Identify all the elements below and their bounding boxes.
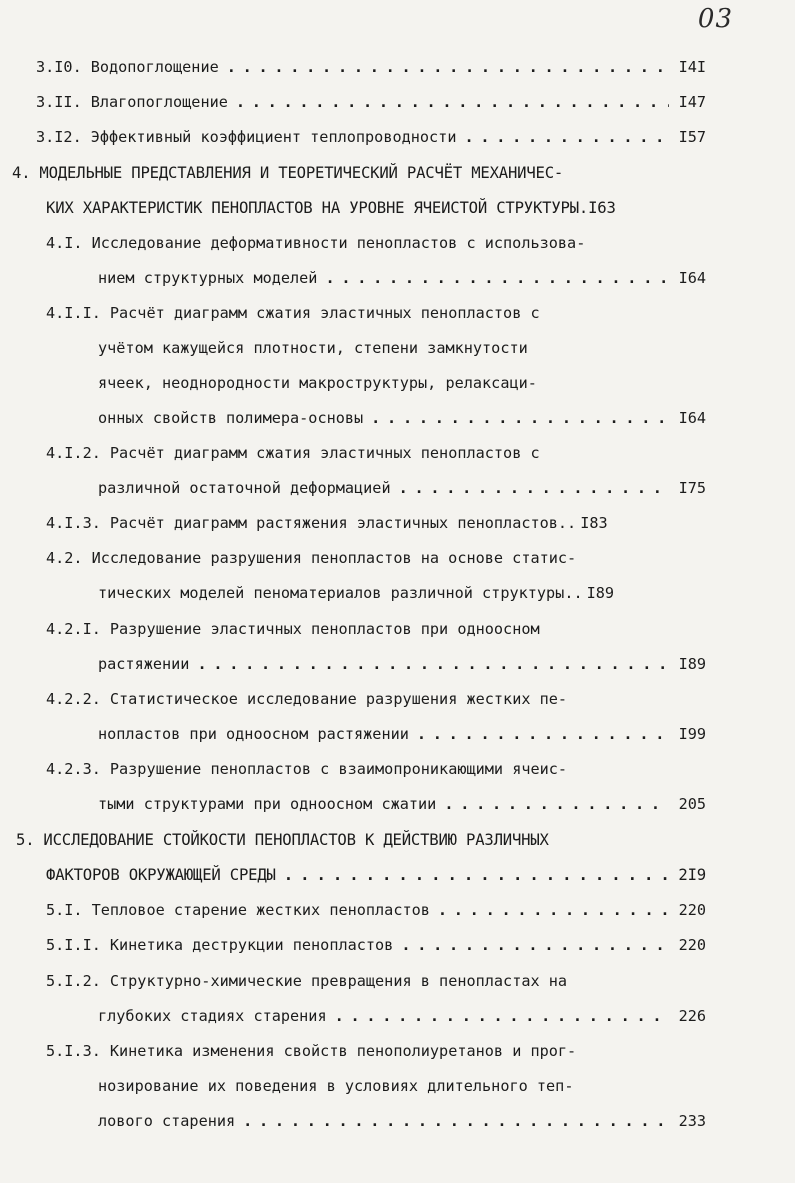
entry-page: 226 <box>678 1007 706 1025</box>
entry-title-line: тических моделей пеноматериалов различной структуры.. <box>98 584 583 602</box>
dot-leader <box>284 858 669 892</box>
entry-title-line: лового старения <box>98 1112 236 1130</box>
entry-title-line: Структурно-химические превращения в пенопластах на <box>109 972 568 990</box>
toc-entry-5-1-3-line2 <box>98 1069 706 1103</box>
entry-title: Эффективный коэффициент теплопроводности <box>90 128 457 146</box>
entry-page: I83 <box>580 514 608 532</box>
entry-number: 3.I0. <box>36 58 82 76</box>
entry-title: Влагопоглощение <box>90 93 228 111</box>
dot-leader <box>325 261 668 295</box>
toc-entry-4-2-2-line2 <box>98 717 706 751</box>
entry-title: Водопоглощение <box>90 58 219 76</box>
toc-entry-4-2-1-line2 <box>98 647 706 681</box>
toc-entry-4-2-line2 <box>98 576 706 610</box>
toc-chapter-5-line2 <box>46 858 706 892</box>
entry-number: 5.I.3. <box>46 1042 101 1060</box>
entry-number: 4.2.I. <box>46 620 101 638</box>
entry-title-line: Исследование деформативности пенопластов с использова- <box>91 234 586 252</box>
entry-page: 205 <box>678 795 706 813</box>
dot-leader <box>236 85 669 119</box>
entry-title-line: МОДЕЛЬНЫЕ ПРЕДСТАВЛЕНИЯ И ТЕОРЕТИЧЕСКИЙ РАСЧЁТ МЕХАНИЧЕС- <box>39 164 564 182</box>
toc-chapter-5-line1 <box>16 823 706 857</box>
entry-number: 4.I. <box>46 234 83 252</box>
entry-number: 3.II. <box>36 93 82 111</box>
entry-title-line: глубоких стадиях старения <box>98 1007 327 1025</box>
dot-leader <box>335 999 669 1033</box>
entry-title: Кинетика деструкции пенопластов <box>109 936 394 954</box>
toc-entry-4-1-2-line2 <box>98 471 706 505</box>
entry-title-line: Статистическое исследование разрушения жестких пе- <box>109 690 568 708</box>
entry-title-line: КИХ ХАРАКТЕРИСТИК ПЕНОПЛАСТОВ НА УРОВНЕ ЯЧЕИСТОЙ СТРУКТУРЫ. <box>46 199 589 217</box>
entry-title: Тепловое старение жестких пенопластов <box>91 901 430 919</box>
entry-title-line: нием структурных моделей <box>98 269 318 287</box>
entry-title-line: ячеек, неоднородности макроструктуры, релаксаци- <box>98 374 537 392</box>
toc-entry-4-1-1-line2 <box>98 331 706 365</box>
toc-entry-4-2-3-line2 <box>98 787 706 821</box>
entry-page: I64 <box>678 269 706 287</box>
entry-number: 4. <box>12 164 31 182</box>
entry-number: 4.2. <box>46 549 83 567</box>
entry-number: 4.2.3. <box>46 760 101 778</box>
entry-title-line: Разрушение пенопластов с взаимопроникающими ячеис- <box>109 760 568 778</box>
entry-page: I89 <box>586 584 615 602</box>
toc-chapter-4-line2 <box>46 191 716 225</box>
dot-leader <box>464 120 668 154</box>
toc-entry-5-1-3-line3 <box>98 1104 706 1138</box>
entry-page: I47 <box>678 93 706 111</box>
entry-page: I57 <box>678 128 706 146</box>
page-mark: 03 <box>697 4 733 34</box>
dot-leader <box>438 893 669 927</box>
entry-page: 220 <box>678 936 706 954</box>
dot-leader <box>401 928 668 962</box>
toc-entry-4-1-line1 <box>46 226 706 260</box>
toc-entry-3-11 <box>36 85 706 119</box>
toc-entry-4-2-2-line1 <box>46 682 706 716</box>
entry-title-line: учётом кажущейся плотности, степени замкнутости <box>98 339 528 357</box>
toc-chapter-4-line1 <box>12 156 712 190</box>
entry-number: 4.I.3. <box>46 514 101 532</box>
toc-entry-3-10 <box>36 50 706 84</box>
entry-title-line: растяжении <box>98 655 190 673</box>
entry-title-line: Расчёт диаграмм сжатия эластичных пенопластов с <box>109 444 540 462</box>
toc-entry-4-1-2-line1 <box>46 436 706 470</box>
dot-leader <box>371 401 668 435</box>
toc-entry-4-1-1-line1 <box>46 296 706 330</box>
toc-entry-4-1-1-line3 <box>98 366 706 400</box>
entry-page: I89 <box>678 655 706 673</box>
entry-page: I63 <box>588 199 616 217</box>
toc-entry-5-1-2-line1 <box>46 964 706 998</box>
entry-title-line: тыми структурами при одноосном сжатии <box>98 795 437 813</box>
toc-entry-4-2-line1 <box>46 541 706 575</box>
entry-title-line: различной остаточной деформацией <box>98 479 391 497</box>
entry-title-line: ИССЛЕДОВАНИЕ СТОЙКОСТИ ПЕНОПЛАСТОВ К ДЕЙСТВИЮ РАЗЛИЧНЫХ <box>43 831 549 849</box>
toc-entry-5-1-1 <box>46 928 706 962</box>
toc-entry-4-1-line2 <box>98 261 706 295</box>
entry-page: 2I9 <box>678 866 706 884</box>
entry-number: 5. <box>16 831 35 849</box>
entry-title-line: Кинетика изменения свойств пенополиуретанов и прог- <box>109 1042 577 1060</box>
entry-number: 3.I2. <box>36 128 82 146</box>
entry-number: 5.I. <box>46 901 83 919</box>
entry-page: 220 <box>678 901 706 919</box>
entry-page: 233 <box>678 1112 706 1130</box>
entry-title-line: ФАКТОРОВ ОКРУЖАЮЩЕЙ СРЕДЫ <box>46 866 276 884</box>
entry-title-line: нопластов при одноосном растяжении <box>98 725 409 743</box>
entry-page: I75 <box>678 479 706 497</box>
entry-title: Расчёт диаграмм растяжения эластичных пенопластов.. <box>109 514 577 532</box>
toc-entry-5-1 <box>46 893 706 927</box>
dot-leader <box>243 1104 668 1138</box>
toc-entry-4-1-3 <box>46 506 706 540</box>
entry-page: I64 <box>678 409 706 427</box>
toc-entry-4-2-3-line1 <box>46 752 706 786</box>
dot-leader <box>444 787 668 821</box>
entry-title-line: Разрушение эластичных пенопластов при одноосном <box>109 620 540 638</box>
entry-number: 5.I.2. <box>46 972 101 990</box>
entry-number: 4.I.2. <box>46 444 101 462</box>
toc-entry-4-1-1-line4 <box>98 401 706 435</box>
dot-leader <box>399 471 669 505</box>
entry-number: 4.I.I. <box>46 304 101 322</box>
entry-title-line: Расчёт диаграмм сжатия эластичных пенопластов с <box>109 304 540 322</box>
entry-page: I4I <box>678 58 706 76</box>
entry-number: 4.2.2. <box>46 690 101 708</box>
toc-entry-5-1-2-line2 <box>98 999 706 1033</box>
entry-title-line: Исследование разрушения пенопластов на основе статис- <box>91 549 577 567</box>
entry-title-line: нозирование их поведения в условиях длительного теп- <box>98 1077 574 1095</box>
dot-leader <box>227 50 669 84</box>
toc-entry-4-2-1-line1 <box>46 612 706 646</box>
dot-leader <box>417 717 669 751</box>
entry-title-line: онных свойств полимера-основы <box>98 409 364 427</box>
toc-entry-3-12 <box>36 120 706 154</box>
dot-leader <box>197 647 668 681</box>
entry-number: 5.I.I. <box>46 936 101 954</box>
toc-entry-5-1-3-line1 <box>46 1034 706 1068</box>
entry-page: I99 <box>678 725 706 743</box>
